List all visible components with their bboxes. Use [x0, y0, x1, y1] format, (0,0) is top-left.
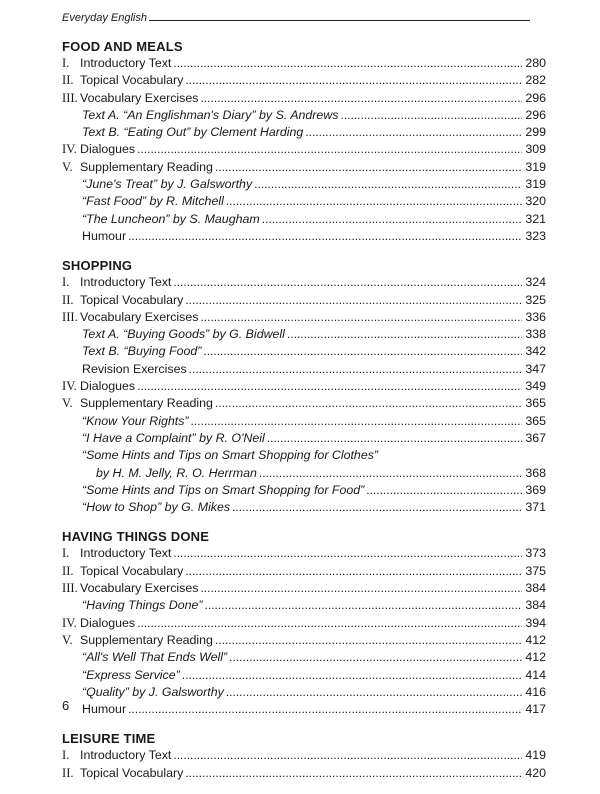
toc-entry: [62, 701, 546, 718]
toc-entry: [62, 72, 546, 89]
dot-leader: [191, 413, 522, 430]
entry-title: Vocabulary Exercises: [80, 581, 199, 596]
toc-entry: [62, 395, 546, 412]
entry-numeral: II.: [62, 563, 74, 578]
section-title: LEISURE TIME: [62, 731, 156, 747]
toc-entry: [62, 649, 546, 666]
entry-title: Text A. “An Englishman's Diary” by S. Andrews: [82, 107, 339, 122]
entry-page: 384: [525, 598, 546, 613]
dot-leader: [205, 597, 522, 614]
toc-entry: [62, 90, 546, 107]
toc-entry: [62, 580, 546, 597]
dot-leader: [340, 107, 522, 124]
toc-entry: [62, 107, 546, 124]
entry-page: 365: [525, 396, 546, 411]
toc-section: [62, 257, 546, 516]
toc-entry: [62, 465, 546, 482]
dot-leader: [287, 326, 522, 343]
dot-leader: [203, 343, 522, 360]
entry-title: Vocabulary Exercises: [80, 90, 199, 105]
toc-entry: [62, 211, 546, 228]
toc-entry: [62, 413, 546, 430]
entry-page: 319: [525, 159, 546, 174]
entry-page: 319: [525, 177, 546, 192]
entry-title: “Some Hints and Tips on Smart Shopping for Food”: [82, 482, 365, 497]
entry-title: “Having Things Done”: [82, 598, 203, 613]
entry-numeral: IV.: [62, 142, 77, 157]
entry-numeral: III.: [62, 309, 78, 324]
entry-page: 416: [525, 684, 546, 699]
entry-numeral: III.: [62, 90, 78, 105]
entry-numeral: IV.: [62, 379, 77, 394]
entry-title: Introductory Text: [80, 275, 172, 290]
entry-title: Topical Vocabulary: [80, 292, 184, 307]
entry-page: 375: [525, 563, 546, 578]
toc-entry: [62, 482, 546, 499]
entry-numeral: V.: [62, 632, 73, 647]
entry-page: 336: [525, 309, 546, 324]
entry-title: Text A. “Buying Goods” by G. Bidwell: [82, 327, 285, 342]
dot-leader: [189, 361, 522, 378]
toc-entry: [62, 228, 546, 245]
entry-numeral: I.: [62, 748, 70, 763]
dot-leader: [226, 193, 522, 210]
dot-leader: [137, 378, 522, 395]
entry-numeral: II.: [62, 292, 74, 307]
entry-page: 412: [525, 632, 546, 647]
entry-page: 323: [525, 228, 546, 243]
dot-leader: [215, 159, 522, 176]
entry-title: “June's Treat” by J. Galsworthy: [82, 177, 253, 192]
running-header: [62, 12, 530, 24]
entry-page: 296: [525, 107, 546, 122]
entry-title: Humour: [82, 228, 127, 243]
entry-page: 373: [525, 546, 546, 561]
entry-numeral: V.: [62, 396, 73, 411]
toc-entry: [62, 141, 546, 158]
toc-entry: [62, 430, 546, 447]
entry-page: 412: [525, 650, 546, 665]
toc-entry: [62, 765, 546, 782]
toc-section: [62, 730, 546, 782]
entry-title: Vocabulary Exercises: [80, 309, 199, 324]
entry-page: 325: [525, 292, 546, 307]
header-rule: [149, 20, 530, 21]
dot-leader: [137, 141, 522, 158]
section-title: FOOD AND MEALS: [62, 39, 183, 54]
entry-title: Introductory Text: [80, 546, 172, 561]
dot-leader: [173, 55, 522, 72]
toc-entry: [62, 274, 546, 291]
entry-page: 321: [525, 211, 546, 226]
dot-leader: [305, 124, 522, 141]
entry-numeral: I.: [62, 546, 70, 561]
entry-title: “Know Your Rights”: [82, 413, 189, 428]
entry-title: Introductory Text: [80, 56, 172, 70]
entry-title: Supplementary Reading: [80, 159, 213, 174]
dot-leader: [366, 482, 522, 499]
toc-entry: [62, 361, 546, 378]
entry-title: “The Luncheon” by S. Maugham: [82, 211, 260, 226]
entry-page: 342: [525, 344, 546, 359]
dot-leader: [200, 309, 522, 326]
entry-title: “How to Shop” by G. Mikes: [82, 500, 231, 515]
toc-entry: [62, 193, 546, 210]
toc-entry: [62, 632, 546, 649]
entry-title: Text B. “Eating Out” by Clement Harding: [82, 125, 304, 140]
entry-title: Topical Vocabulary: [80, 73, 184, 88]
entry-page: 394: [525, 615, 546, 630]
toc-entry: [62, 292, 546, 309]
entry-numeral: III.: [62, 581, 78, 596]
dot-leader: [267, 430, 522, 447]
toc-entry: [62, 684, 546, 701]
section-title: SHOPPING: [62, 258, 133, 274]
dot-leader: [200, 90, 522, 107]
toc-entry: [62, 447, 546, 464]
entry-numeral: II.: [62, 765, 74, 780]
entry-page: 368: [525, 465, 546, 480]
entry-page: 371: [525, 500, 546, 515]
entry-page: 338: [525, 327, 546, 342]
entry-page: 420: [525, 765, 546, 780]
dot-leader: [200, 580, 522, 597]
entry-page: 384: [525, 581, 546, 596]
entry-title: Supplementary Reading: [80, 632, 213, 647]
entry-title: Revision Exercises: [82, 361, 187, 376]
entry-title: “Quality” by J. Galsworthy: [82, 684, 224, 699]
entry-page: 347: [525, 361, 546, 376]
entry-title: Topical Vocabulary: [80, 563, 184, 578]
entry-title: Introductory Text: [80, 748, 172, 763]
entry-page: 309: [525, 142, 546, 157]
entry-page: 419: [525, 748, 546, 763]
dot-leader: [215, 395, 522, 412]
entry-page: 365: [525, 413, 546, 428]
toc-entry: [62, 343, 546, 360]
page-number: 6: [62, 698, 70, 713]
entry-title: “I Have a Complaint” by R. O'Neil: [82, 430, 265, 445]
entry-page: 367: [525, 430, 546, 445]
header-title: Everyday English: [62, 12, 147, 24]
dot-leader: [128, 701, 522, 718]
toc-entry: [62, 378, 546, 395]
entry-numeral: V.: [62, 159, 73, 174]
entry-title: Supplementary Reading: [80, 396, 213, 411]
toc-entry: [62, 615, 546, 632]
dot-leader: [185, 563, 522, 580]
entry-title: “Fast Food” by R. Mitchell: [82, 194, 224, 209]
entry-numeral: IV.: [62, 615, 77, 630]
entry-title: Text B. “Buying Food”: [82, 344, 202, 359]
dot-leader: [254, 176, 522, 193]
entry-title: Dialogues: [80, 379, 136, 394]
dot-leader: [185, 765, 522, 782]
dot-leader: [128, 228, 522, 245]
entry-title: Dialogues: [80, 615, 136, 630]
toc-entry: [62, 597, 546, 614]
toc-entry: [62, 176, 546, 193]
toc-entry: [62, 55, 546, 72]
entry-numeral: I.: [62, 275, 70, 290]
entry-page: 280: [525, 56, 546, 70]
dot-leader: [262, 211, 522, 228]
entry-page: 349: [525, 379, 546, 394]
toc-entry: [62, 667, 546, 684]
entry-numeral: I.: [62, 56, 70, 70]
entry-title: Topical Vocabulary: [80, 765, 184, 780]
entry-title: by H. M. Jelly, R. O. Herrman: [96, 465, 257, 480]
table-of-contents: [62, 38, 546, 794]
dot-leader: [182, 667, 522, 684]
dot-leader: [173, 545, 522, 562]
dot-leader: [215, 632, 522, 649]
toc-entry: [62, 309, 546, 326]
toc-entry: [62, 326, 546, 343]
entry-page: 299: [525, 125, 546, 140]
entry-page: 369: [525, 482, 546, 497]
toc-entry: [62, 563, 546, 580]
toc-section: [62, 528, 546, 718]
entry-title: Dialogues: [80, 142, 136, 157]
entry-title: Humour: [82, 702, 127, 717]
entry-title: “Express Service”: [82, 667, 180, 682]
entry-page: 320: [525, 194, 546, 209]
toc-section: [62, 38, 546, 245]
entry-page: 324: [525, 275, 546, 290]
entry-page: 296: [525, 90, 546, 105]
toc-entry: [62, 124, 546, 141]
dot-leader: [185, 292, 522, 309]
dot-leader: [185, 72, 522, 89]
section-title: HAVING THINGS DONE: [62, 529, 210, 545]
entry-page: 417: [525, 702, 546, 717]
dot-leader: [259, 465, 522, 482]
toc-entry: [62, 545, 546, 562]
toc-entry: [62, 159, 546, 176]
toc-entry: [62, 499, 546, 516]
dot-leader: [232, 499, 522, 516]
entry-numeral: II.: [62, 73, 74, 88]
dot-leader: [226, 684, 522, 701]
dot-leader: [173, 274, 522, 291]
entry-page: 414: [525, 667, 546, 682]
entry-page: 282: [525, 73, 546, 88]
dot-leader: [137, 615, 522, 632]
dot-leader: [229, 649, 522, 666]
entry-title: “All's Well That Ends Well”: [82, 650, 228, 665]
entry-title: “Some Hints and Tips on Smart Shopping for Clothes”: [82, 448, 379, 463]
